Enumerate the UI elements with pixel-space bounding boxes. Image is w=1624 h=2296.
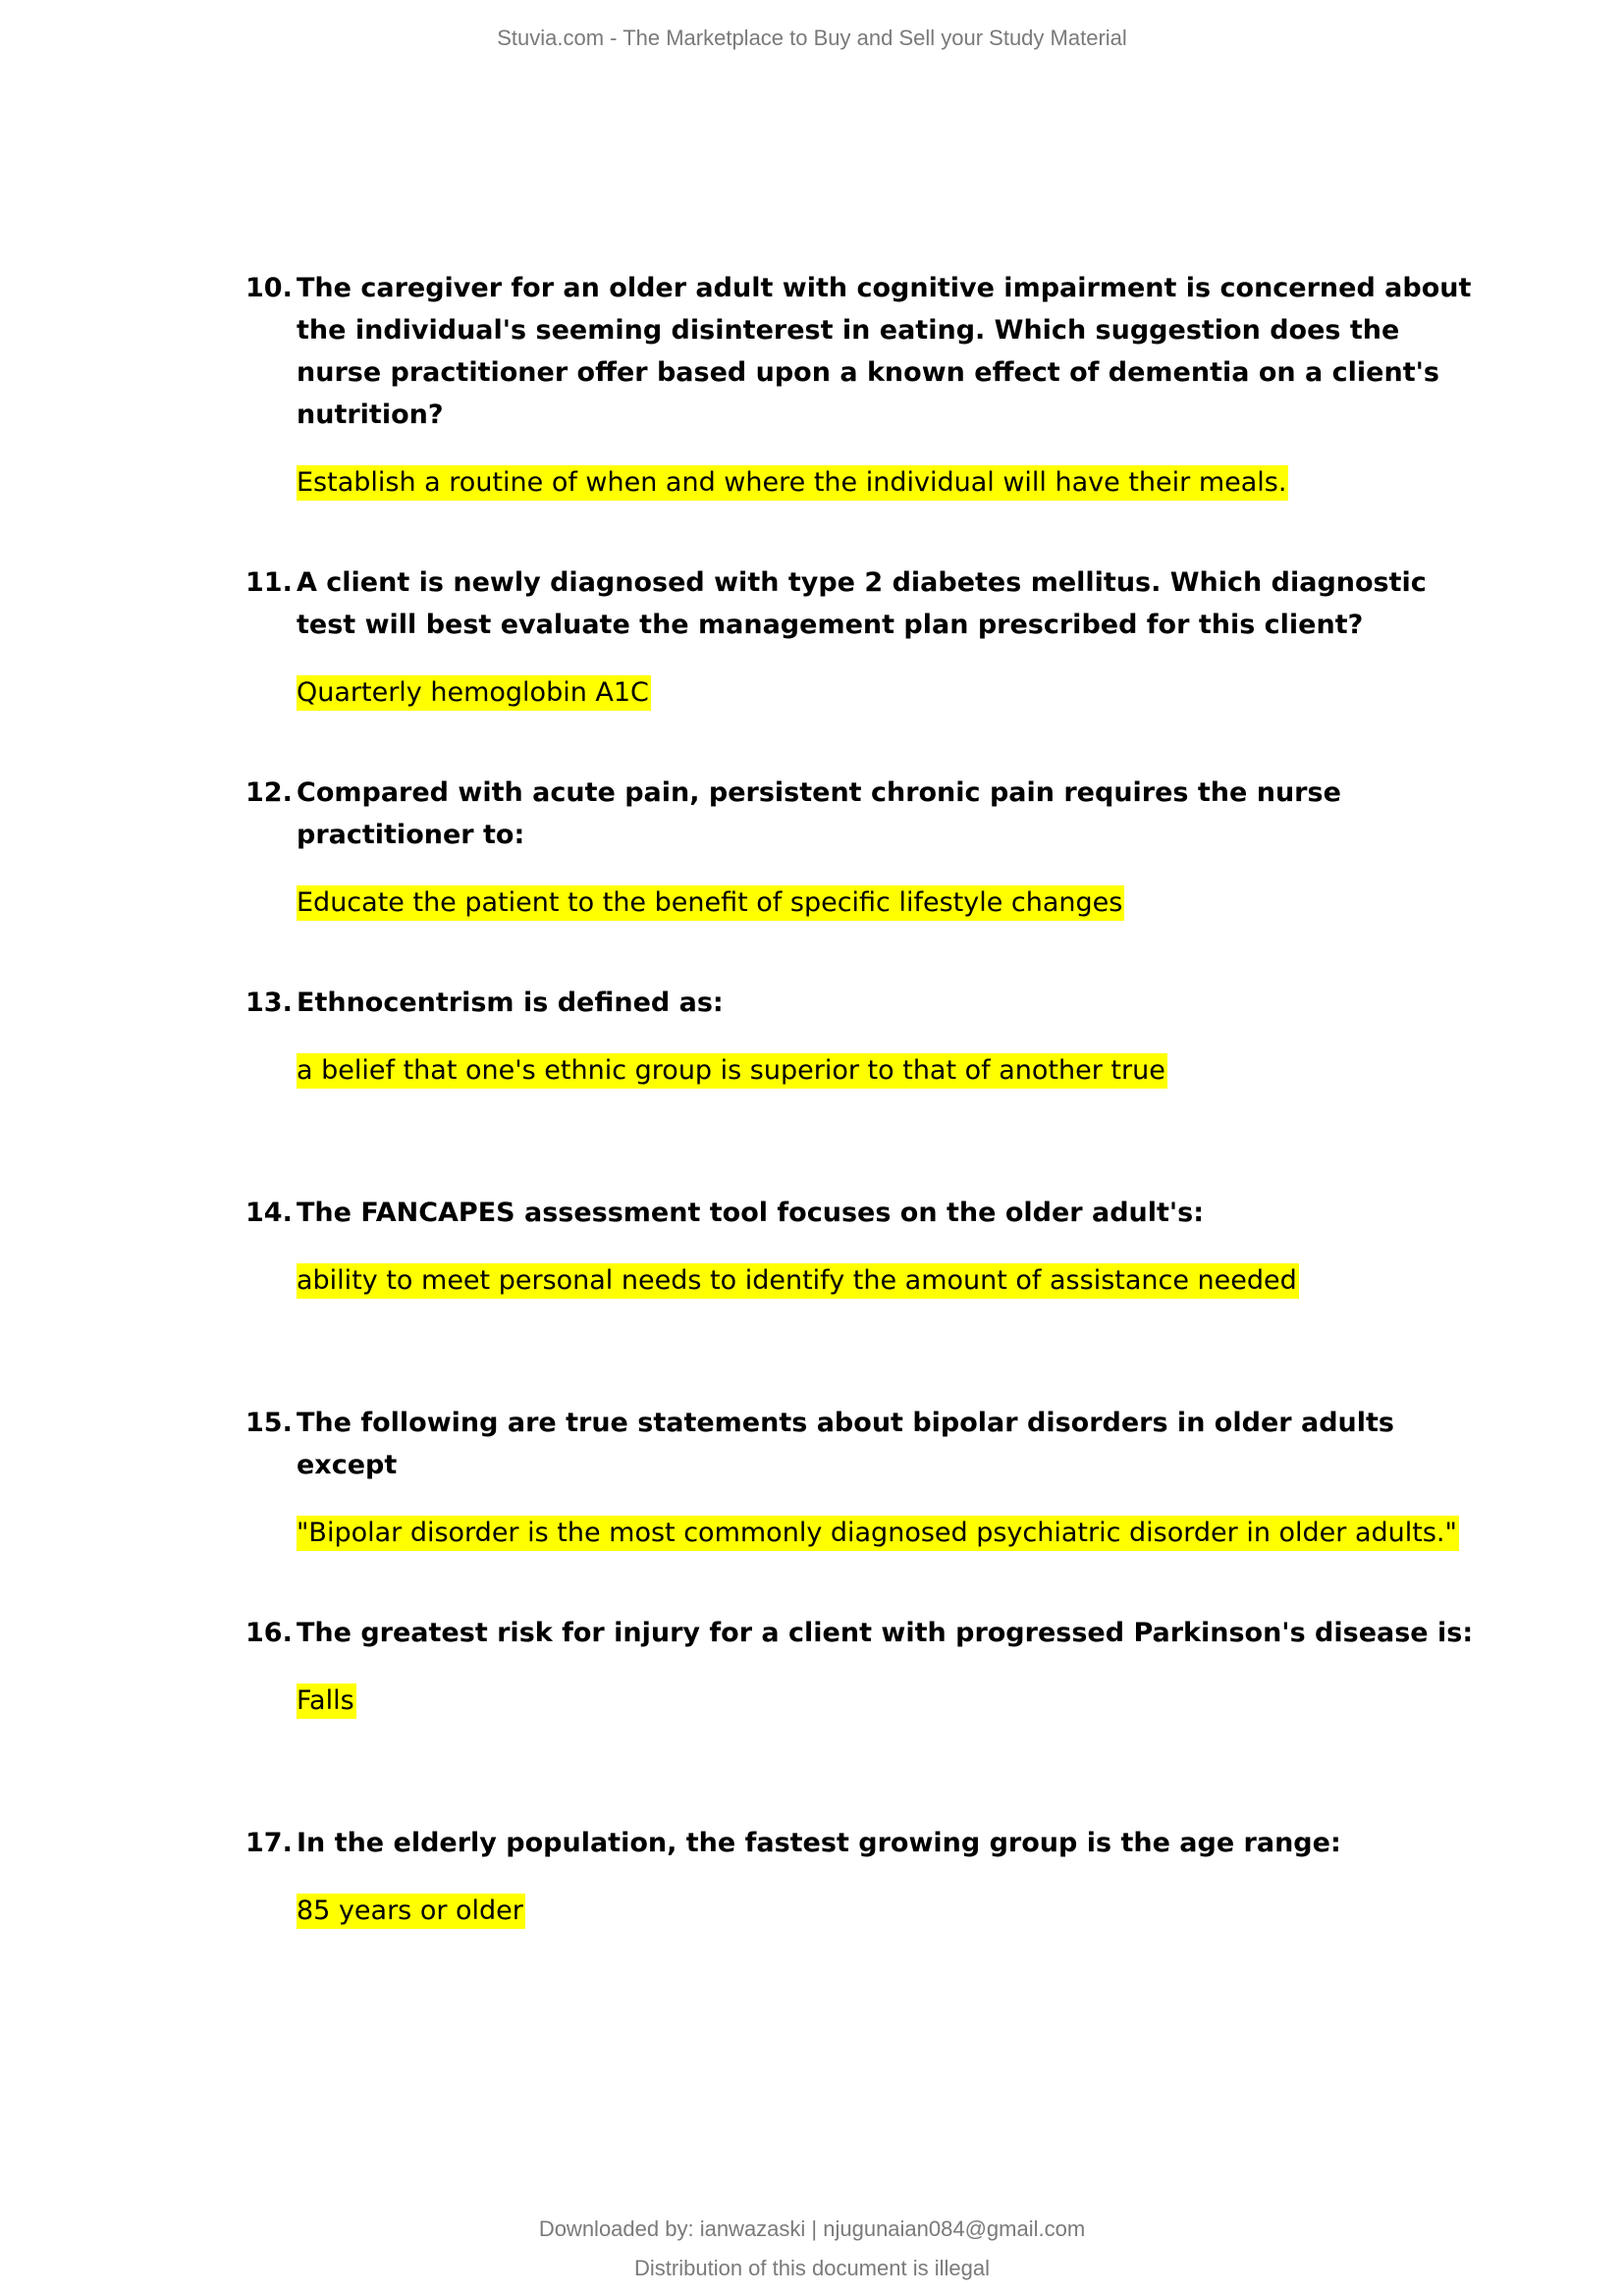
answer-highlight: "Bipolar disorder is the most commonly diagnosed psychiatric disorder in older adults." [297,1516,1459,1551]
answer [297,1682,1483,1720]
answer-highlight: ability to meet personal needs to identify the amount of assistance needed [297,1263,1299,1299]
qa-item-17 [245,1822,1483,1940]
question-text: Ethnocentrism is defined as: [297,988,724,1018]
qa-item-16 [245,1612,1483,1822]
answer-highlight: 85 years or older [297,1894,525,1929]
qa-item-10 [245,267,1483,504]
question [245,982,1483,1024]
answer-highlight: a belief that one's ethnic group is superior to that of another true [297,1053,1167,1089]
answer [297,1261,1483,1300]
question [245,1822,1483,1864]
question-number: 16. [245,1618,293,1648]
question-text: The caregiver for an older adult with cognitive impairment is concerned about the individual's seeming disinterest in eating. Which suggestion does the nurse practitioner offer based upon a known effect of dementia on a client's nutrition? [297,273,1472,430]
answer-highlight: Educate the patient to the benefit of specific lifestyle changes [297,885,1124,921]
question-list [245,267,1483,1940]
answer-highlight: Falls [297,1683,356,1719]
question-text: The following are true statements about bipolar disorders in older adults except [297,1408,1394,1480]
qa-item-13 [245,982,1483,1192]
question [245,772,1483,856]
question-number: 12. [245,777,293,808]
question-text: In the elderly population, the fastest growing group is the age range: [297,1828,1341,1858]
answer-highlight: Establish a routine of when and where the individual will have their meals. [297,465,1288,501]
question-number: 17. [245,1828,293,1858]
answer [297,1051,1483,1090]
question-text: A client is newly diagnosed with type 2 diabetes mellitus. Which diagnostic test will best evaluate the management plan prescribed for this client? [297,567,1427,640]
question [245,1192,1483,1234]
question-number: 11. [245,567,293,598]
question-text: Compared with acute pain, persistent chronic pain requires the nurse practitioner to: [297,777,1341,850]
answer [297,1892,1483,1930]
question-number: 14. [245,1198,293,1228]
question-text: The FANCAPES assessment tool focuses on the older adult's: [297,1198,1205,1228]
question-number: 15. [245,1408,293,1438]
question-text: The greatest risk for injury for a client with progressed Parkinson's disease is: [297,1618,1474,1648]
answer [297,883,1483,922]
question [245,1402,1483,1486]
answer-highlight: Quarterly hemoglobin A1C [297,675,651,711]
qa-item-11 [245,561,1483,772]
answer [297,1514,1483,1552]
question-number: 13. [245,988,293,1018]
distribution-notice: Distribution of this document is illegal [634,2256,990,2280]
download-credit: Downloaded by: ianwazaski | njugunaian084@gmail.com [538,2216,1086,2241]
qa-item-12 [245,772,1483,982]
question [245,1612,1483,1654]
stuvia-watermark-header: Stuvia.com - The Marketplace to Buy and Sell your Study Material [497,26,1127,50]
question-number: 10. [245,273,293,303]
answer [297,463,1483,502]
question [245,561,1483,646]
qa-item-15 [245,1402,1483,1612]
qa-item-14 [245,1192,1483,1402]
answer [297,673,1483,712]
question [245,267,1483,436]
